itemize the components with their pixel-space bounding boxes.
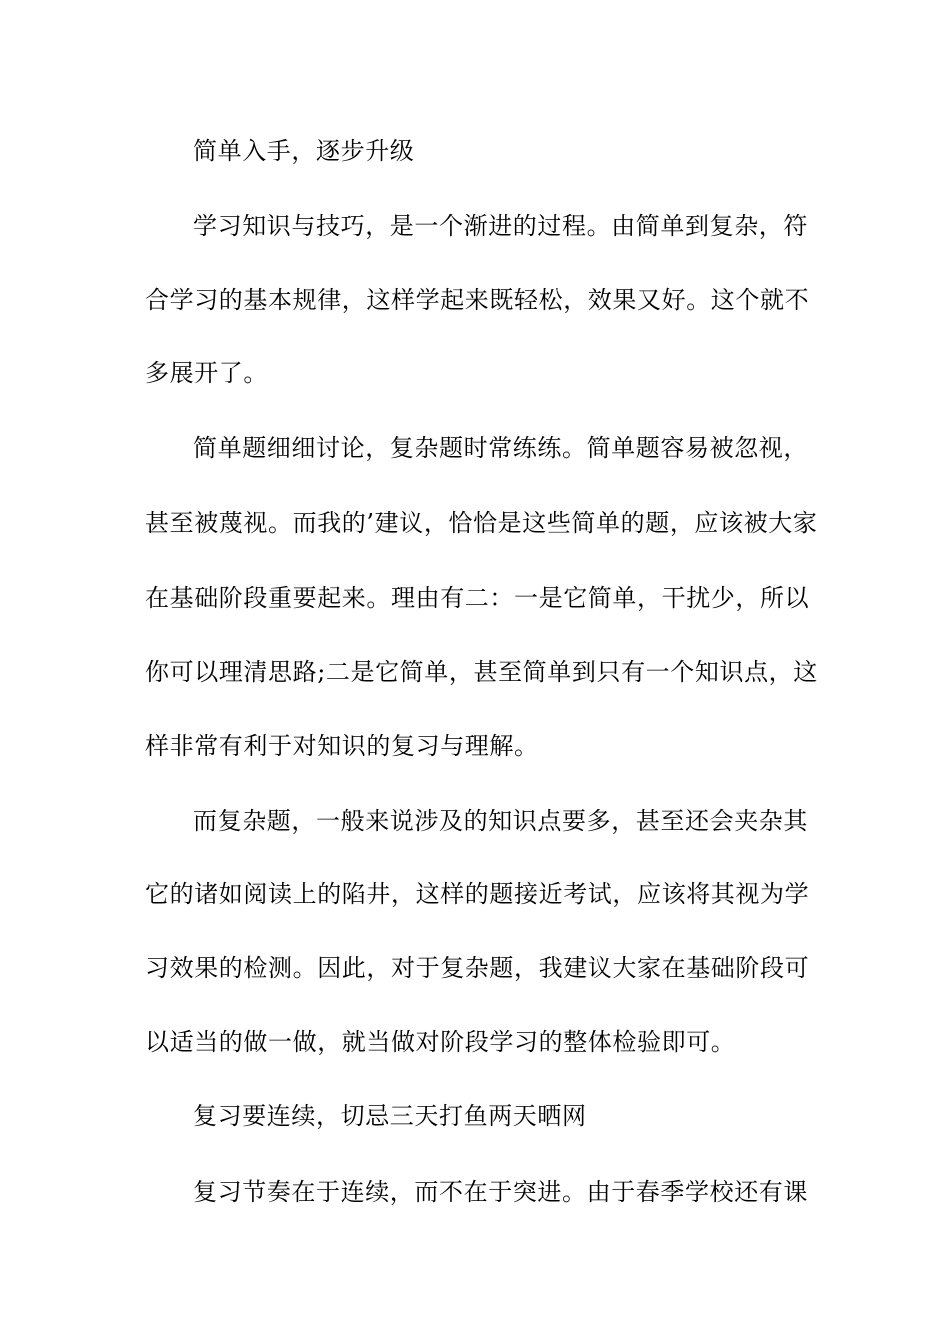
paragraph-line: 它的诸如阅读上的陷井，这样的题接近考试，应该将其视为学 — [145, 880, 810, 908]
section-heading: 简单入手，逐步升级 — [193, 137, 415, 165]
paragraph-line: 以适当的做一做，就当做对阶段学习的整体检验即可。 — [145, 1028, 736, 1056]
paragraph-line: 学习知识与技巧，是一个渐进的过程。由简单到复杂，符 — [193, 212, 808, 240]
paragraph-line: 合学习的基本规律，这样学起来既轻松，效果又好。这个就不 — [145, 286, 810, 314]
paragraph-line: 习效果的检测。因此，对于复杂题，我建议大家在基础阶段可 — [145, 954, 810, 982]
paragraph-line: 而复杂题，一般来说涉及的知识点要多，甚至还会夹杂其 — [193, 807, 808, 835]
paragraph-line: 在基础阶段重要起来。理由有二：一是它简单，干扰少，所以 — [145, 584, 810, 612]
paragraph-line: 复习节奏在于连续，而不在于突进。由于春季学校还有课 — [193, 1178, 808, 1206]
section-heading: 复习要连续，切忌三天打鱼两天晒网 — [193, 1102, 587, 1130]
paragraph-line: 甚至被蔑视。而我的’建议，恰恰是这些简单的题，应该被大家 — [145, 509, 818, 537]
paragraph-line: 你可以理清思路;二是它简单，甚至简单到只有一个知识点，这 — [145, 658, 818, 686]
paragraph-line: 样非常有利于对知识的复习与理解。 — [145, 732, 539, 760]
paragraph-line: 简单题细细讨论，复杂题时常练练。简单题容易被忽视， — [193, 434, 808, 462]
paragraph-line: 多展开了。 — [145, 359, 268, 387]
